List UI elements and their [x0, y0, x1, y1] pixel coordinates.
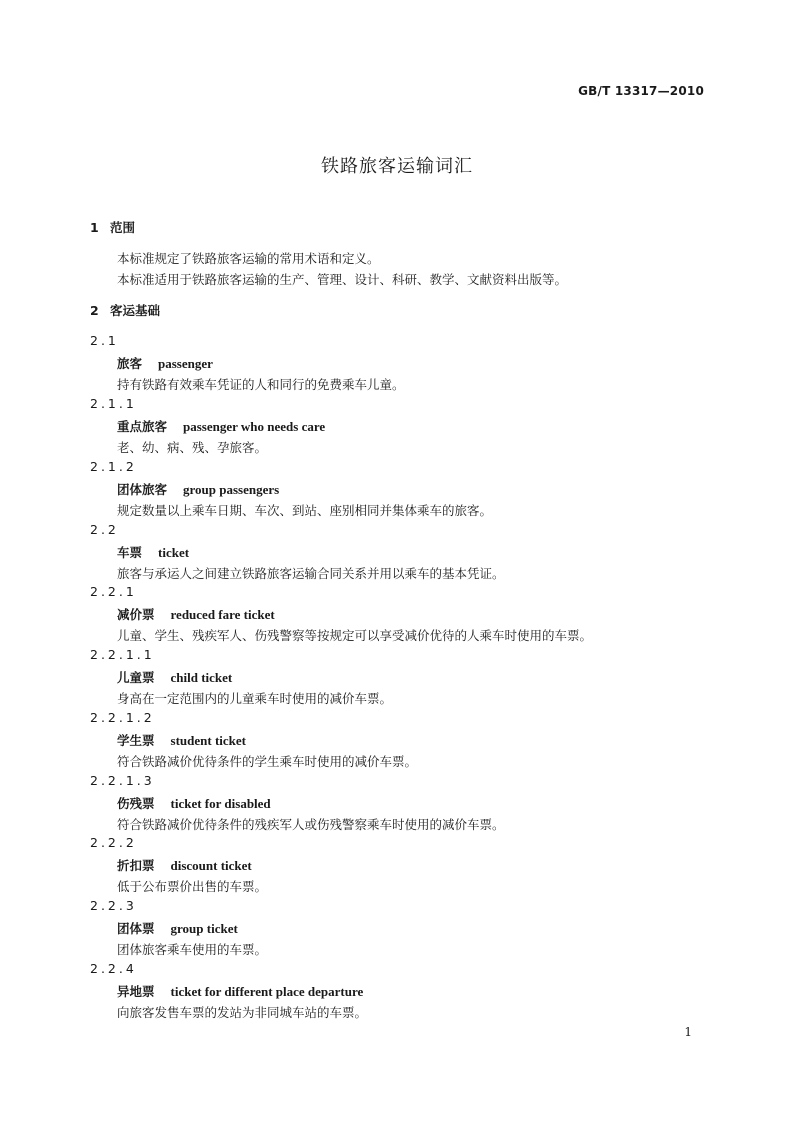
- section-1-heading: [90, 218, 135, 236]
- term-zh: 异地票: [117, 984, 155, 999]
- entry-term: [117, 856, 252, 874]
- document-title: 铁路旅客运输词汇: [321, 156, 473, 177]
- entry-definition: 持有铁路有效乘车凭证的人和同行的免费乘车儿童。: [117, 377, 405, 392]
- term-en: ticket for disabled: [170, 796, 271, 811]
- entry-definition: 身高在一定范围内的儿童乘车时使用的减价车票。: [117, 691, 393, 706]
- page-number: 1: [684, 1025, 692, 1039]
- section-2-number: 2: [90, 303, 99, 318]
- entry-term: [117, 354, 213, 372]
- term-zh: 旅客: [117, 356, 143, 371]
- entry-term: [117, 417, 325, 435]
- entry-number: 2.1.2: [90, 459, 137, 474]
- section-1-title: 范围: [110, 220, 136, 235]
- term-en: ticket for different place departure: [170, 984, 364, 999]
- standard-code: GB/T 13317—2010: [578, 84, 704, 98]
- entry-number: 2.2.1.2: [90, 710, 155, 725]
- entry-number: 2.2.3: [90, 898, 137, 913]
- scope-paragraph-2: 本标准适用于铁路旅客运输的生产、管理、设计、科研、教学、文献资料出版等。: [117, 272, 568, 287]
- section-2-title: 客运基础: [110, 303, 161, 318]
- entry-definition: 低于公布票价出售的车票。: [117, 879, 268, 894]
- entry-number: 2.2: [90, 522, 119, 537]
- entry-number: 2.2.2: [90, 835, 137, 850]
- scope-paragraph-1: 本标准规定了铁路旅客运输的常用术语和定义。: [117, 251, 380, 266]
- entry-definition: 旅客与承运人之间建立铁路旅客运输合同关系并用以乘车的基本凭证。: [117, 566, 505, 581]
- term-zh: 减价票: [117, 607, 155, 622]
- term-en: student ticket: [170, 733, 246, 748]
- term-en: ticket: [158, 545, 190, 560]
- entry-term: [117, 543, 189, 561]
- entry-definition: 符合铁路减价优待条件的残疾军人或伤残警察乘车时使用的减价车票。: [117, 817, 505, 832]
- entry-definition: 向旅客发售车票的发站为非同城车站的车票。: [117, 1005, 368, 1020]
- entry-definition: 规定数量以上乘车日期、车次、到站、座别相同并集体乘车的旅客。: [117, 503, 493, 518]
- term-zh: 团体旅客: [117, 482, 168, 497]
- entry-term: [117, 982, 363, 1000]
- term-zh: 团体票: [117, 921, 155, 936]
- entry-number: 2.2.4: [90, 961, 137, 976]
- section-2-heading: [90, 301, 160, 319]
- term-en: passenger who needs care: [183, 419, 326, 434]
- entry-term: [117, 668, 232, 686]
- entry-definition: 符合铁路减价优待条件的学生乘车时使用的减价车票。: [117, 754, 418, 769]
- entry-number: 2.1: [90, 333, 119, 348]
- term-zh: 车票: [117, 545, 143, 560]
- entry-number: 2.1.1: [90, 396, 137, 411]
- section-1-number: 1: [90, 220, 99, 235]
- entry-definition: 老、幼、病、残、孕旅客。: [117, 440, 268, 455]
- term-en: group ticket: [170, 921, 238, 936]
- entry-number: 2.2.1: [90, 584, 137, 599]
- entry-definition: 团体旅客乘车使用的车票。: [117, 942, 268, 957]
- entry-term: [117, 794, 271, 812]
- term-en: passenger: [158, 356, 213, 371]
- term-zh: 伤残票: [117, 796, 155, 811]
- term-en: discount ticket: [170, 858, 252, 873]
- term-zh: 儿童票: [117, 670, 155, 685]
- term-en: child ticket: [170, 670, 233, 685]
- entry-term: [117, 731, 246, 749]
- term-zh: 折扣票: [117, 858, 155, 873]
- entry-number: 2.2.1.3: [90, 773, 155, 788]
- term-zh: 重点旅客: [117, 419, 168, 434]
- term-zh: 学生票: [117, 733, 155, 748]
- entry-term: [117, 919, 238, 937]
- term-en: group passengers: [183, 482, 280, 497]
- entry-definition: 儿童、学生、残疾军人、伤残警察等按规定可以享受减价优待的人乘车时使用的车票。: [117, 628, 593, 643]
- entry-term: [117, 480, 279, 498]
- entry-number: 2.2.1.1: [90, 647, 155, 662]
- term-en: reduced fare ticket: [170, 607, 275, 622]
- entry-term: [117, 605, 275, 623]
